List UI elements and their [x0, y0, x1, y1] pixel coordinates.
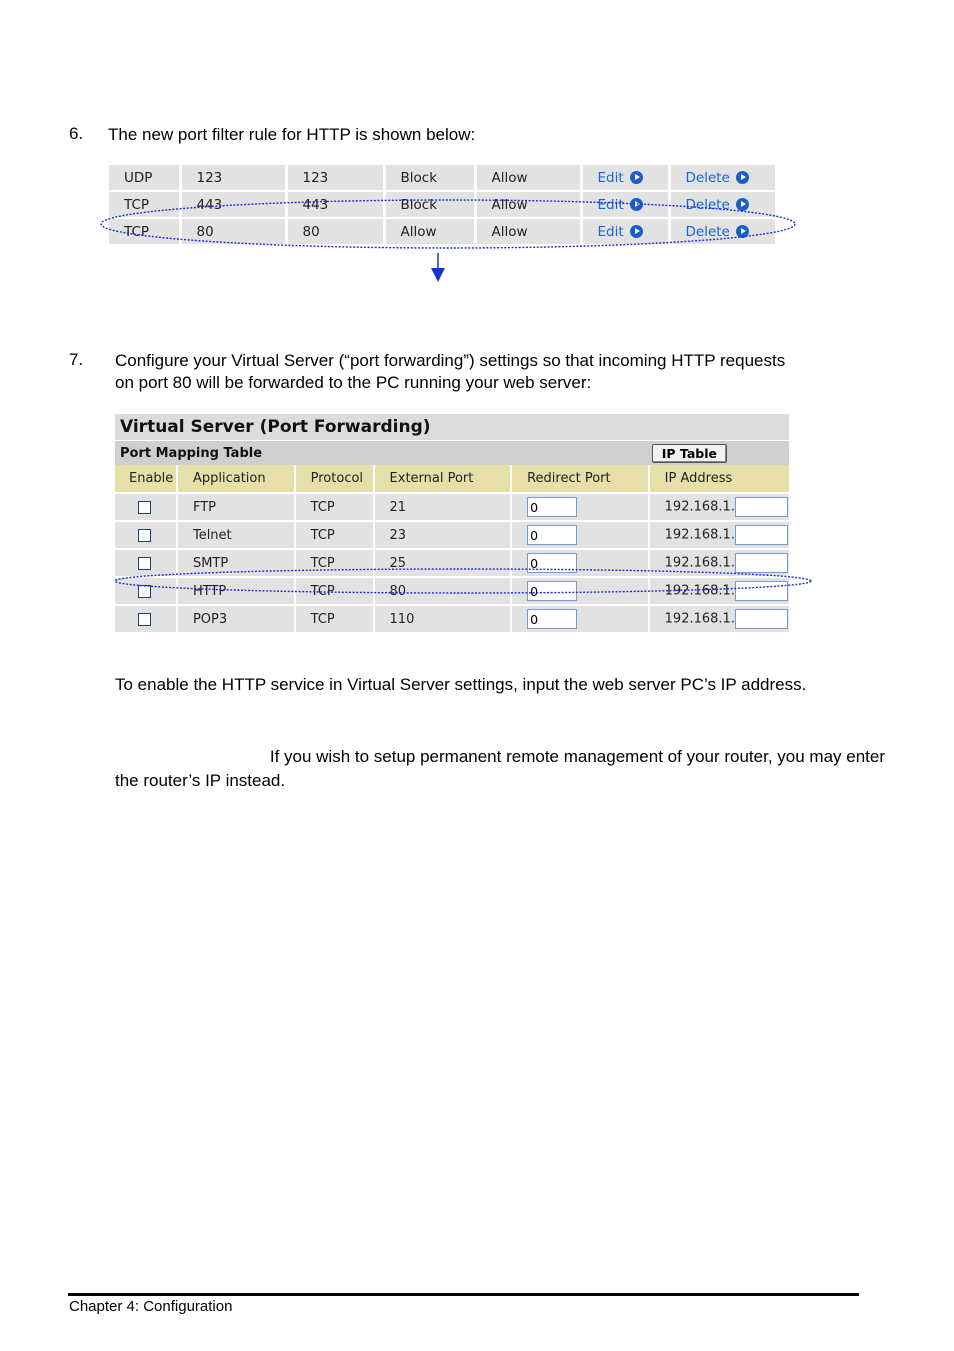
- col-protocol: Protocol: [295, 465, 374, 493]
- outgoing-cell: Block: [384, 165, 475, 191]
- external-port-cell: 25: [374, 549, 512, 577]
- external-port-cell: 110: [374, 605, 512, 632]
- protocol-cell: UDP: [109, 165, 180, 191]
- ip-prefix: 192.168.1.: [664, 527, 735, 543]
- end-port-cell: 443: [286, 191, 384, 218]
- delete-label: Delete: [685, 196, 730, 213]
- external-port-cell: 80: [374, 577, 512, 605]
- edit-label: Edit: [597, 169, 624, 186]
- col-enable: Enable: [115, 465, 177, 493]
- note-remote-mgmt-line-2: the router’s IP instead.: [115, 771, 286, 790]
- ip-table-button[interactable]: IP Table: [652, 444, 727, 463]
- redirect-port-input[interactable]: [527, 609, 577, 629]
- port-mapping-table: [115, 465, 789, 632]
- edit-cell: [581, 165, 669, 191]
- highlight-annotation: [95, 195, 805, 290]
- ip-address-cell: [649, 605, 789, 632]
- table-row: [109, 165, 775, 191]
- incoming-cell: Allow: [475, 191, 581, 218]
- note-remote-mgmt-line-1: If you wish to setup permanent remote management of your router, you may enter: [269, 747, 885, 766]
- step-7-line-1: Configure your Virtual Server (“port forwarding”) settings so that incoming HTTP requests: [115, 351, 786, 370]
- external-port-cell: 23: [374, 521, 512, 549]
- highlight-ellipse: [115, 569, 811, 593]
- delete-cell: [669, 165, 775, 191]
- panel-title: Virtual Server (Port Forwarding): [115, 414, 789, 440]
- redirect-port-input[interactable]: [527, 525, 577, 545]
- step-6-number: 6.: [69, 124, 84, 143]
- enable-checkbox[interactable]: [138, 613, 151, 626]
- application-cell: SMTP: [177, 549, 295, 577]
- enable-checkbox[interactable]: [138, 501, 151, 514]
- enable-checkbox[interactable]: [138, 529, 151, 542]
- edit-link[interactable]: [598, 170, 643, 186]
- table-row: [115, 605, 789, 632]
- col-ip-address: IP Address: [649, 465, 789, 493]
- incoming-cell: Allow: [475, 165, 581, 191]
- ip-address-cell: [649, 493, 789, 521]
- delete-label: Delete: [685, 169, 730, 186]
- protocol-cell: TCP: [295, 605, 374, 632]
- edit-label: Edit: [597, 223, 624, 240]
- redirect-port-cell: [511, 605, 649, 632]
- start-port-cell: 443: [180, 191, 286, 218]
- step-6-text: The new port filter rule for HTTP is shown below:: [108, 125, 476, 144]
- col-application: Application: [177, 465, 295, 493]
- protocol-cell: TCP: [295, 549, 374, 577]
- down-arrow-icon: [431, 268, 445, 282]
- step-7-line-2: on port 80 will be forwarded to the PC running your web server:: [115, 373, 592, 392]
- edit-label: Edit: [597, 196, 624, 213]
- table-header-row: [115, 465, 789, 493]
- ip-last-octet-input[interactable]: [735, 609, 788, 629]
- ip-prefix: 192.168.1.: [664, 611, 735, 627]
- protocol-cell: TCP: [109, 191, 180, 218]
- protocol-cell: TCP: [295, 493, 374, 521]
- outgoing-cell: Allow: [384, 218, 475, 245]
- col-external-port: External Port: [374, 465, 512, 493]
- footer-chapter: Chapter 4: Configuration: [69, 1298, 233, 1315]
- ip-prefix: 192.168.1.: [664, 499, 735, 515]
- end-port-cell: 80: [286, 218, 384, 245]
- enable-cell: [115, 521, 177, 549]
- outgoing-cell: Block: [384, 191, 475, 218]
- start-port-cell: 80: [180, 218, 286, 245]
- highlight-ellipse: [101, 200, 795, 248]
- port-mapping-header: [115, 441, 789, 465]
- ip-last-octet-input[interactable]: [735, 525, 788, 545]
- footer-rule: [68, 1293, 859, 1296]
- enable-cell: [115, 605, 177, 632]
- redirect-port-cell: [511, 493, 649, 521]
- ip-last-octet-input[interactable]: [735, 497, 788, 517]
- note-enable-http: To enable the HTTP service in Virtual Server settings, input the web server PC’s IP address.: [115, 675, 807, 694]
- protocol-cell: TCP: [295, 521, 374, 549]
- protocol-cell: TCP: [295, 577, 374, 605]
- application-cell: HTTP: [177, 577, 295, 605]
- play-arrow-icon: [630, 171, 643, 184]
- port-mapping-title: Port Mapping Table: [120, 445, 263, 461]
- ip-address-cell: [649, 521, 789, 549]
- incoming-cell: Allow: [475, 218, 581, 245]
- enable-cell: [115, 493, 177, 521]
- redirect-port-input[interactable]: [527, 497, 577, 517]
- play-arrow-icon: [736, 171, 749, 184]
- ip-prefix: 192.168.1.: [664, 583, 735, 599]
- application-cell: Telnet: [177, 521, 295, 549]
- http-row-highlight: [112, 564, 818, 598]
- table-row: [115, 493, 789, 521]
- step-7-number: 7.: [69, 350, 84, 369]
- virtual-server-panel: [115, 414, 789, 632]
- application-cell: FTP: [177, 493, 295, 521]
- protocol-cell: TCP: [109, 218, 180, 245]
- delete-link[interactable]: [686, 170, 749, 186]
- delete-label: Delete: [685, 223, 730, 240]
- start-port-cell: 123: [180, 165, 286, 191]
- external-port-cell: 21: [374, 493, 512, 521]
- application-cell: POP3: [177, 605, 295, 632]
- col-redirect-port: Redirect Port: [511, 465, 649, 493]
- redirect-port-cell: [511, 521, 649, 549]
- end-port-cell: 123: [286, 165, 384, 191]
- ip-prefix: 192.168.1.: [664, 555, 735, 571]
- table-row: [115, 521, 789, 549]
